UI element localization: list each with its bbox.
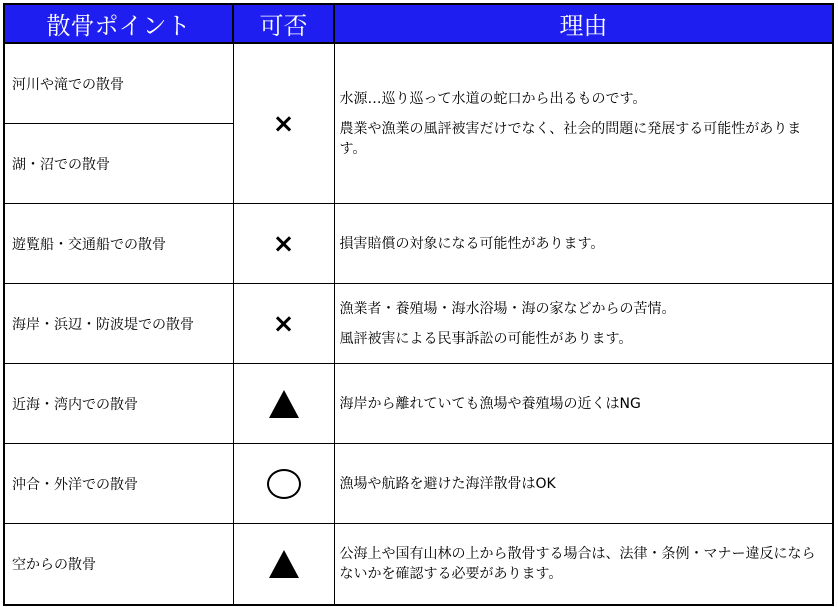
reason-cell <box>334 444 833 524</box>
table-row <box>4 524 833 606</box>
point-cell: 海岸・浜辺・防波堤での散骨 <box>4 284 233 364</box>
table-row <box>4 364 833 444</box>
header-reason: 理由 <box>334 4 833 43</box>
table-row <box>4 204 833 284</box>
verdict-cell <box>233 284 334 364</box>
table-row <box>4 43 833 124</box>
verdict-cell <box>233 524 334 606</box>
cross-mark-icon: × <box>272 308 295 339</box>
verdict-cell <box>233 43 334 204</box>
cross-mark-icon: × <box>272 108 295 139</box>
header-point: 散骨ポイント <box>4 4 233 43</box>
verdict-cell <box>233 364 334 444</box>
reason-line: 水源…巡り巡って水道の蛇口から出るものです。 <box>339 90 647 107</box>
reason-cell <box>334 204 833 284</box>
reason-line: 漁業者・養殖場・海水浴場・海の家などからの苦情。 <box>339 300 676 317</box>
reason-line: 漁場や航路を避けた海洋散骨はOK <box>339 475 556 492</box>
header-row <box>4 4 833 43</box>
reason-line: 損害賠償の対象になる可能性があります。 <box>339 235 605 252</box>
reason-cell <box>334 284 833 364</box>
reason-cell <box>334 364 833 444</box>
point-cell: 近海・湾内での散骨 <box>4 364 233 444</box>
table-row <box>4 284 833 364</box>
point-cell: 沖合・外洋での散骨 <box>4 444 233 524</box>
reason-cell <box>334 43 833 204</box>
triangle-mark-icon <box>269 390 299 418</box>
scattering-points-table <box>3 3 834 606</box>
reason-cell <box>334 524 833 606</box>
verdict-cell <box>233 204 334 284</box>
point-cell: 空からの散骨 <box>4 524 233 606</box>
header-verdict: 可否 <box>233 4 334 43</box>
cross-mark-icon: × <box>272 228 295 259</box>
table-row <box>4 444 833 524</box>
reason-line: 農業や漁業の風評被害だけでなく、社会的問題に発展する可能性があります。 <box>339 120 802 157</box>
circle-mark-icon <box>267 469 301 499</box>
reason-line: 海岸から離れていても漁場や養殖場の近くはNG <box>339 395 641 412</box>
point-cell: 遊覧船・交通船での散骨 <box>4 204 233 284</box>
point-cell: 湖・沼での散骨 <box>4 124 233 204</box>
reason-line: 公海上や国有山林の上から散骨する場合は、法律・条例・マナー違反にならないかを確認する必要があります。 <box>339 546 816 582</box>
triangle-mark-icon <box>269 550 299 578</box>
point-cell: 河川や滝での散骨 <box>4 43 233 124</box>
reason-line: 風評被害による民事訴訟の可能性があります。 <box>339 330 633 347</box>
verdict-cell <box>233 444 334 524</box>
